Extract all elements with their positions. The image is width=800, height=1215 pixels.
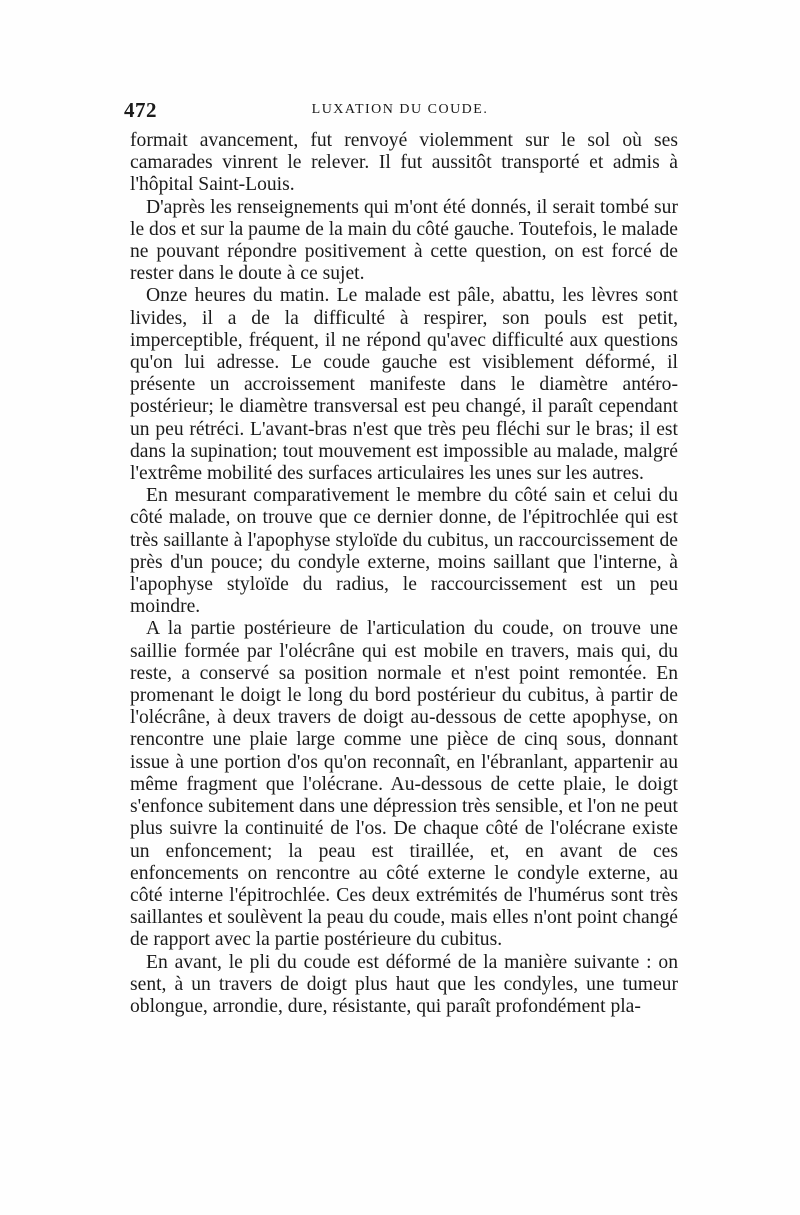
paragraph-posterior-exam: A la partie postérieure de l'articulation du coude, on trouve une saillie formée par l'olécrâne qui est mobile en travers, mais qui, du reste, a conservé sa position normale et n'est point remontée. En promenant le doigt le long du bord postérieur du cubitus, à partir de l'olécrâne, à deux travers de doigt au-dessous de cette apophyse, on rencontre une plaie large comme une pièce de cinq sous, donnant issue à une portion d'os qu'on reconnaît, en l'ébranlant, appartenir au même fragment que l'olécrane. Au-dessous de cette plaie, le doigt s'enfonce subitement dans une dépression très sensible, et l'on ne peut plus suivre la continuité de l'os. De chaque côté de l'olécrane existe un enfoncement; la peau est tiraillée, et, en avant de ces enfoncements on rencontre au côté externe le condyle externe, au côté interne l'épitrochlée. Ces deux extrémités de l'humérus sont très saillantes et soulèvent la peau du coude, mais elles n'ont point changé de rapport avec la partie postérieure du cubitus. <box>130 618 678 951</box>
paragraph-anterior-exam: En avant, le pli du coude est déformé de la manière suivante : on sent, à un travers de doigt plus haut que les condyles, une tumeur oblongue, arrondie, dure, résistante, qui paraît profondément pla- <box>130 951 678 1017</box>
paragraph-measurement: En mesurant comparativement le membre du côté sain et celui du côté malade, on trouve que ce dernier donne, de l'épitrochlée qui est très saillante à l'apophyse styloïde du cubitus, un raccourcissement de près d'un pouce; du condyle externe, moins saillant que l'interne, à l'apophyse styloïde du radius, le raccourcissement est un peu moindre. <box>130 485 678 618</box>
page-header <box>124 98 676 128</box>
paragraph-continuation: formait avancement, fut renvoyé violemment sur le sol où ses camarades vinrent le relever. Il fut aussitôt transporté et admis à l'hôpital Saint-Louis. <box>130 130 678 196</box>
page-number: 472 <box>124 98 157 122</box>
running-head: LUXATION DU COUDE. <box>311 102 489 117</box>
paragraph-fall-account: D'après les renseignements qui m'ont été donnés, il serait tombé sur le dos et sur la paume de la main du côté gauche. Toutefois, le malade ne pouvant répondre positivement à cette question, on est forcé de rester dans le doute à ce sujet. <box>130 196 678 285</box>
body-text <box>130 130 678 1018</box>
paragraph-eleven-oclock: Onze heures du matin. Le malade est pâle, abattu, les lèvres sont livides, il a de la difficulté à respirer, son pouls est petit, imperceptible, fréquent, il ne répond qu'avec difficulté aux questions qu'on lui adresse. Le coude gauche est visiblement déformé, il présente un accroissement manifeste dans le diamètre antéro-postérieur; le diamètre transversal est peu changé, il paraît cependant un peu rétréci. L'avant-bras n'est que très peu fléchi sur le bras; il est dans la supination; tout mouvement est impossible au malade, malgré l'extrême mobilité des surfaces articulaires les unes sur les autres. <box>130 285 678 485</box>
